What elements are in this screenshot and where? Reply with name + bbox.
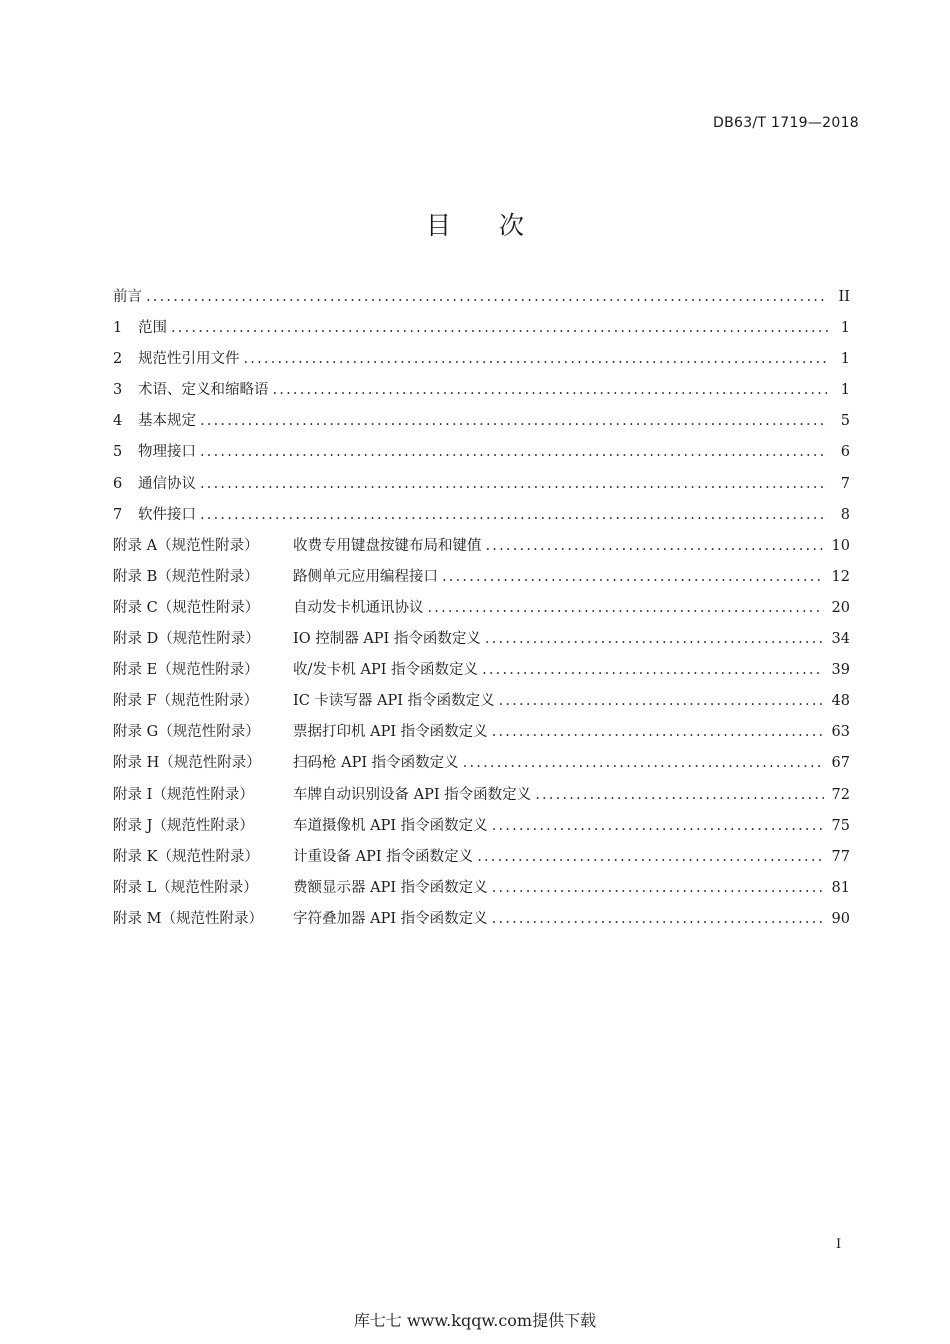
toc-entry[interactable] bbox=[113, 503, 850, 534]
toc-entry-page: 39 bbox=[831, 662, 850, 679]
toc-entry-label: 自动发卡机通讯协议 bbox=[293, 599, 424, 616]
toc-leader-dots bbox=[492, 818, 824, 834]
toc-entry[interactable] bbox=[113, 907, 850, 938]
toc-entry-number: 2 bbox=[113, 351, 123, 368]
toc-entry-page: 67 bbox=[831, 755, 850, 772]
toc-entry-label: 扫码枪 API 指令函数定义 bbox=[293, 755, 459, 772]
toc-entry-appendix: 附录 G（规范性附录） bbox=[113, 724, 260, 741]
toc-entry-page: 8 bbox=[840, 506, 850, 523]
toc-leader-dots bbox=[492, 880, 824, 896]
toc-entry-label: IC 卡读写器 API 指令函数定义 bbox=[293, 693, 495, 710]
toc-entry-label: 通信协议 bbox=[138, 475, 196, 492]
toc-entry[interactable] bbox=[113, 845, 850, 876]
toc-entry[interactable] bbox=[113, 534, 850, 565]
toc-entry[interactable] bbox=[113, 347, 850, 378]
toc-entry[interactable] bbox=[113, 472, 850, 503]
toc-entry-page: 6 bbox=[840, 444, 850, 461]
toc-entry-label: 票据打印机 API 指令函数定义 bbox=[293, 724, 488, 741]
toc-entry[interactable] bbox=[113, 440, 850, 471]
toc-leader-dots bbox=[442, 569, 824, 585]
toc-leader-dots bbox=[244, 351, 829, 367]
toc-entry-page: 63 bbox=[831, 724, 850, 741]
toc-entry[interactable] bbox=[113, 720, 850, 751]
toc-entry-label: 软件接口 bbox=[138, 506, 196, 523]
toc-entry-appendix: 附录 A（规范性附录） bbox=[113, 537, 259, 554]
page-title: 目次 bbox=[425, 211, 572, 240]
toc-entry[interactable] bbox=[113, 814, 850, 845]
toc-entry-page: 1 bbox=[840, 320, 850, 337]
toc-leader-dots bbox=[492, 911, 824, 927]
toc-leader-dots bbox=[171, 320, 828, 336]
page-number: I bbox=[836, 1237, 842, 1252]
toc-entry[interactable] bbox=[113, 689, 850, 720]
toc-leader-dots bbox=[485, 631, 824, 647]
table-of-contents bbox=[113, 285, 850, 938]
toc-entry-label: 费额显示器 API 指令函数定义 bbox=[293, 879, 488, 896]
standard-code: DB63/T 1719—2018 bbox=[713, 115, 859, 131]
toc-entry-number: 5 bbox=[113, 444, 123, 461]
toc-entry[interactable] bbox=[113, 316, 850, 347]
toc-leader-dots bbox=[200, 444, 828, 460]
toc-leader-dots bbox=[486, 538, 824, 554]
toc-entry-page: 1 bbox=[840, 351, 850, 368]
toc-entry-page: 1 bbox=[840, 382, 850, 399]
toc-entry-number: 3 bbox=[113, 382, 123, 399]
toc-leader-dots bbox=[535, 787, 823, 803]
footer-watermark: 库七七 www.kqqw.com提供下载 bbox=[353, 1311, 597, 1330]
toc-leader-dots bbox=[273, 382, 829, 398]
toc-leader-dots bbox=[482, 662, 823, 678]
toc-entry-page: 20 bbox=[831, 599, 850, 616]
toc-entry-page: 7 bbox=[840, 475, 850, 492]
toc-entry-label: 术语、定义和缩略语 bbox=[138, 382, 269, 399]
toc-leader-dots bbox=[200, 413, 828, 429]
toc-entry-label: 收/发卡机 API 指令函数定义 bbox=[293, 662, 479, 679]
toc-entry-label: 规范性引用文件 bbox=[138, 351, 240, 368]
toc-entry-label: 车牌自动识别设备 API 指令函数定义 bbox=[293, 786, 532, 803]
toc-entry-appendix: 附录 H（规范性附录） bbox=[113, 755, 261, 772]
toc-entry-page: 90 bbox=[831, 910, 850, 927]
toc-entry-appendix: 附录 C（规范性附录） bbox=[113, 599, 260, 616]
toc-entry-label: 前言 bbox=[113, 289, 142, 305]
toc-entry-number: 6 bbox=[113, 475, 123, 492]
toc-entry-page: 48 bbox=[831, 693, 850, 710]
toc-entry-page: 5 bbox=[840, 413, 850, 430]
toc-entry-label: 物理接口 bbox=[138, 444, 196, 461]
toc-entry-page: 81 bbox=[831, 879, 850, 896]
toc-entry-page: 75 bbox=[831, 817, 850, 834]
toc-entry-label: IO 控制器 API 指令函数定义 bbox=[293, 631, 481, 648]
toc-leader-dots bbox=[499, 693, 824, 709]
toc-leader-dots bbox=[428, 600, 824, 616]
toc-entry-label: 基本规定 bbox=[138, 413, 196, 430]
toc-entry-page: 77 bbox=[831, 848, 850, 865]
toc-entry-label: 范围 bbox=[138, 320, 167, 337]
toc-entry-label: 计重设备 API 指令函数定义 bbox=[293, 848, 474, 865]
toc-leader-dots bbox=[146, 289, 828, 305]
toc-entry[interactable] bbox=[113, 783, 850, 814]
toc-leader-dots bbox=[463, 755, 824, 771]
toc-entry-appendix: 附录 M（规范性附录） bbox=[113, 910, 263, 927]
toc-entry-page: II bbox=[838, 289, 850, 305]
toc-entry-appendix: 附录 I（规范性附录） bbox=[113, 786, 254, 803]
toc-entry[interactable] bbox=[113, 409, 850, 440]
toc-entry-label: 收费专用键盘按键布局和键值 bbox=[293, 537, 482, 554]
toc-entry[interactable] bbox=[113, 751, 850, 782]
toc-entry-appendix: 附录 B（规范性附录） bbox=[113, 568, 259, 585]
toc-entry-appendix: 附录 L（规范性附录） bbox=[113, 879, 258, 896]
toc-entry-label: 路侧单元应用编程接口 bbox=[293, 568, 438, 585]
toc-entry-appendix: 附录 D（规范性附录） bbox=[113, 631, 260, 648]
toc-entry-page: 12 bbox=[831, 568, 850, 585]
toc-entry-appendix: 附录 K（规范性附录） bbox=[113, 848, 259, 865]
toc-entry-page: 10 bbox=[831, 537, 850, 554]
toc-leader-dots bbox=[492, 724, 824, 740]
toc-entry[interactable] bbox=[113, 627, 850, 658]
toc-entry-appendix: 附录 J（规范性附录） bbox=[113, 817, 254, 834]
toc-entry-number: 7 bbox=[113, 506, 123, 523]
toc-entry[interactable] bbox=[113, 378, 850, 409]
toc-entry-page: 34 bbox=[831, 631, 850, 648]
toc-entry-number: 1 bbox=[113, 320, 123, 337]
toc-entry[interactable] bbox=[113, 596, 850, 627]
toc-entry[interactable] bbox=[113, 658, 850, 689]
toc-leader-dots bbox=[477, 849, 823, 865]
toc-entry-page: 72 bbox=[831, 786, 850, 803]
toc-leader-dots bbox=[200, 507, 828, 523]
toc-leader-dots bbox=[200, 476, 828, 492]
toc-entry-label: 车道摄像机 API 指令函数定义 bbox=[293, 817, 488, 834]
toc-entry-appendix: 附录 E（规范性附录） bbox=[113, 662, 259, 679]
toc-entry-appendix: 附录 F（规范性附录） bbox=[113, 693, 259, 710]
toc-entry[interactable] bbox=[113, 285, 850, 316]
toc-entry-number: 4 bbox=[113, 413, 123, 430]
toc-entry-label: 字符叠加器 API 指令函数定义 bbox=[293, 910, 488, 927]
toc-entry[interactable] bbox=[113, 565, 850, 596]
toc-entry[interactable] bbox=[113, 876, 850, 907]
